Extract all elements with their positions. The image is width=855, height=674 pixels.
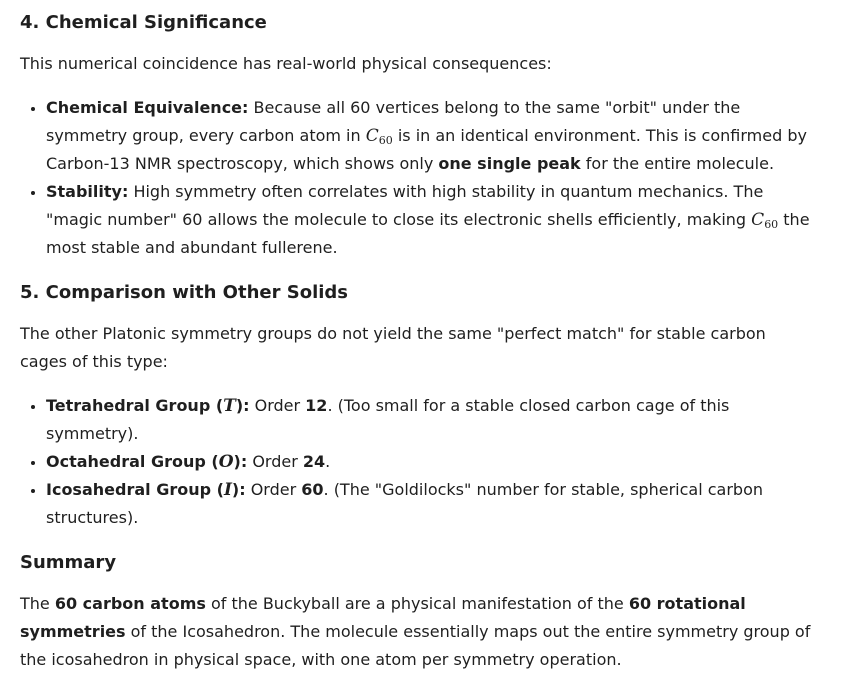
item-label: Octahedral Group (O):: [46, 452, 248, 472]
group-order: 24: [302, 452, 326, 471]
section-5-list: [20, 392, 815, 532]
item-label: Stability:: [46, 182, 129, 201]
section-4-heading: 4. Chemical Significance: [20, 12, 267, 33]
item-text: High symmetry often correlates with high stability in quantum mechanics. The "magic number" 60 allows the molecule to close its electronic shells efficiently, making: [46, 182, 764, 229]
item-label: Icosahedral Group (I):: [46, 480, 246, 500]
list-item-icosahedral: • Icosahedral Group (I): Order 60. (The "Goldilocks" number for stable, spherical carbon structures).: [46, 476, 815, 532]
math-symbol-t: T: [223, 396, 236, 416]
summary-emphasis-symmetries: 60 rotational symmetries: [20, 594, 746, 641]
summary-heading: Summary: [20, 552, 117, 573]
list-item-chemical-equivalence: [46, 94, 815, 178]
list-item-octahedral: • Octahedral Group (O): Order 24.: [46, 448, 815, 476]
section-4-intro: This numerical coincidence has real-world physical consequences:: [20, 54, 552, 73]
item-label: Tetrahedral Group (T):: [46, 396, 250, 416]
item-text: is in an identical environment. This is confirmed by Carbon-13 NMR spectroscopy, which shows only: [46, 126, 807, 173]
item-text: the most stable and abundant fullerene.: [46, 210, 810, 257]
math-symbol-o: O: [218, 452, 234, 472]
group-order: 60: [301, 480, 324, 499]
math-c60: $C_{60}$: [751, 210, 779, 231]
item-emphasis: one single peak: [438, 154, 581, 173]
summary-emphasis-atoms: 60 carbon atoms: [54, 594, 206, 613]
item-text: for the entire molecule.: [580, 154, 775, 173]
math-c60: $C_{60}$: [365, 126, 393, 147]
list-item-stability: [46, 178, 815, 262]
section-5-intro: The other Platonic symmetry groups do not yield the same "perfect match" for stable carbon cages of this type:: [20, 324, 766, 371]
item-text: Because all 60 vertices belong to the same "orbit" under the symmetry group, every carbon atom in: [46, 98, 741, 145]
group-order: 12: [305, 396, 328, 415]
section-5-heading: 5. Comparison with Other Solids: [20, 282, 349, 303]
section-4-list: [20, 94, 815, 262]
list-item-tetrahedral: • Tetrahedral Group (T): Order 12. (Too small for a stable closed carbon cage of this symmetry).: [46, 392, 815, 448]
summary-paragraph: The 60 carbon atoms of the Buckyball are a physical manifestation of the 60 rotational symmetries of the Icosahedron. The molecule essentially maps out the entire symmetry group of the icosahedron in physical space, with one atom per symmetry operation.: [20, 594, 811, 669]
math-symbol-i: I: [223, 480, 232, 500]
item-label: Chemical Equivalence:: [46, 98, 249, 117]
